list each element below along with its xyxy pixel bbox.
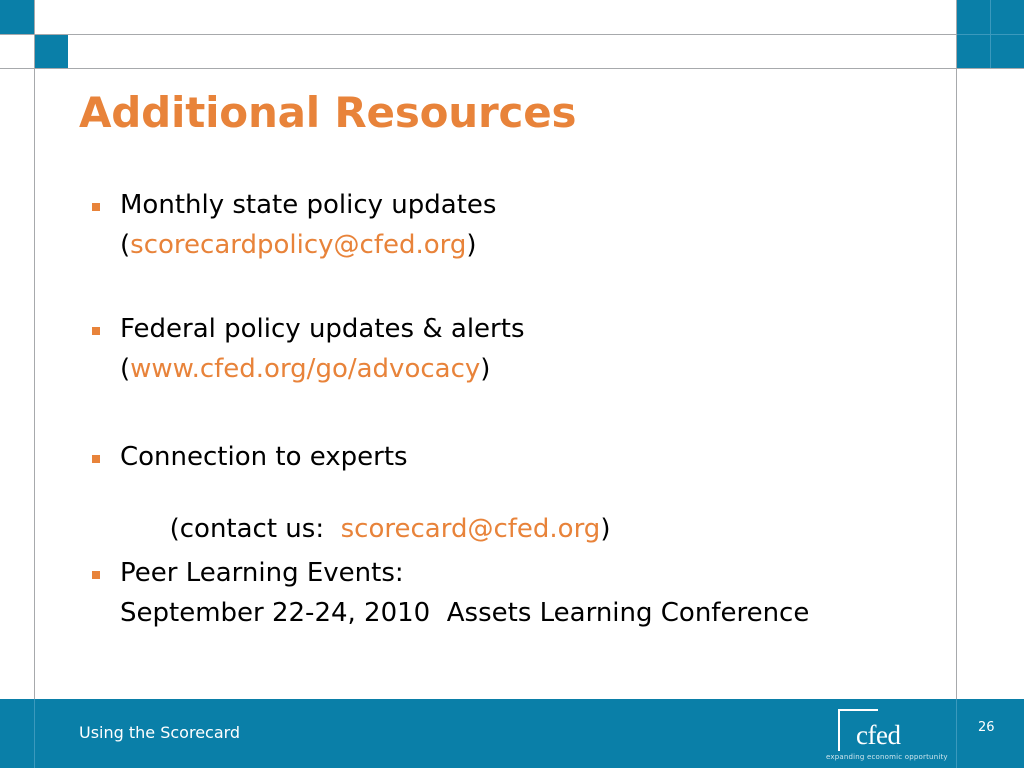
bullet-subtext: September 22-24, 2010 Assets Learning Conference <box>120 598 810 628</box>
frame-right-line <box>956 0 957 699</box>
email-link[interactable]: scorecard@cfed.org <box>340 514 601 544</box>
frame-top-line <box>0 34 1024 35</box>
contact-prefix: (contact us: <box>169 514 341 544</box>
frame-second-line <box>0 68 1024 69</box>
web-link[interactable]: www.cfed.org/go/advocacy <box>130 354 481 384</box>
bullet-text: Peer Learning Events: <box>120 558 404 588</box>
cfed-logo <box>826 707 948 763</box>
corner-square-top-left-2 <box>35 35 68 68</box>
frame-left-line <box>34 0 35 699</box>
email-link[interactable]: scorecardpolicy@cfed.org <box>130 230 467 260</box>
bullet-text: Monthly state policy updates <box>120 190 497 220</box>
bullet-text: Connection to experts <box>120 442 408 472</box>
logo-wordmark: cfed <box>856 720 901 750</box>
frame-right-sq-line <box>957 34 1024 35</box>
page-number: 26 <box>978 720 995 735</box>
paren-open: ( <box>120 230 131 260</box>
footer-right-line <box>956 699 957 768</box>
logo-tagline: expanding economic opportunity <box>826 753 948 761</box>
footer-bar <box>0 699 1024 768</box>
bullet-subtext <box>120 229 477 261</box>
paren-close: ) <box>480 354 491 384</box>
bullet-marker-icon <box>92 455 100 463</box>
paren-close: ) <box>600 514 611 544</box>
bullet-marker-icon <box>92 571 100 579</box>
paren-close: ) <box>466 230 477 260</box>
bullet-text: Federal policy updates & alerts <box>120 314 525 344</box>
slide-title: Additional Resources <box>79 88 577 137</box>
bullet-marker-icon <box>92 203 100 211</box>
bullet-marker-icon <box>92 327 100 335</box>
bullet-subtext <box>120 353 490 385</box>
footer-label: Using the Scorecard <box>79 723 241 742</box>
corner-square-top-left <box>0 0 34 34</box>
paren-open: ( <box>120 354 131 384</box>
footer-left-line <box>34 699 35 768</box>
